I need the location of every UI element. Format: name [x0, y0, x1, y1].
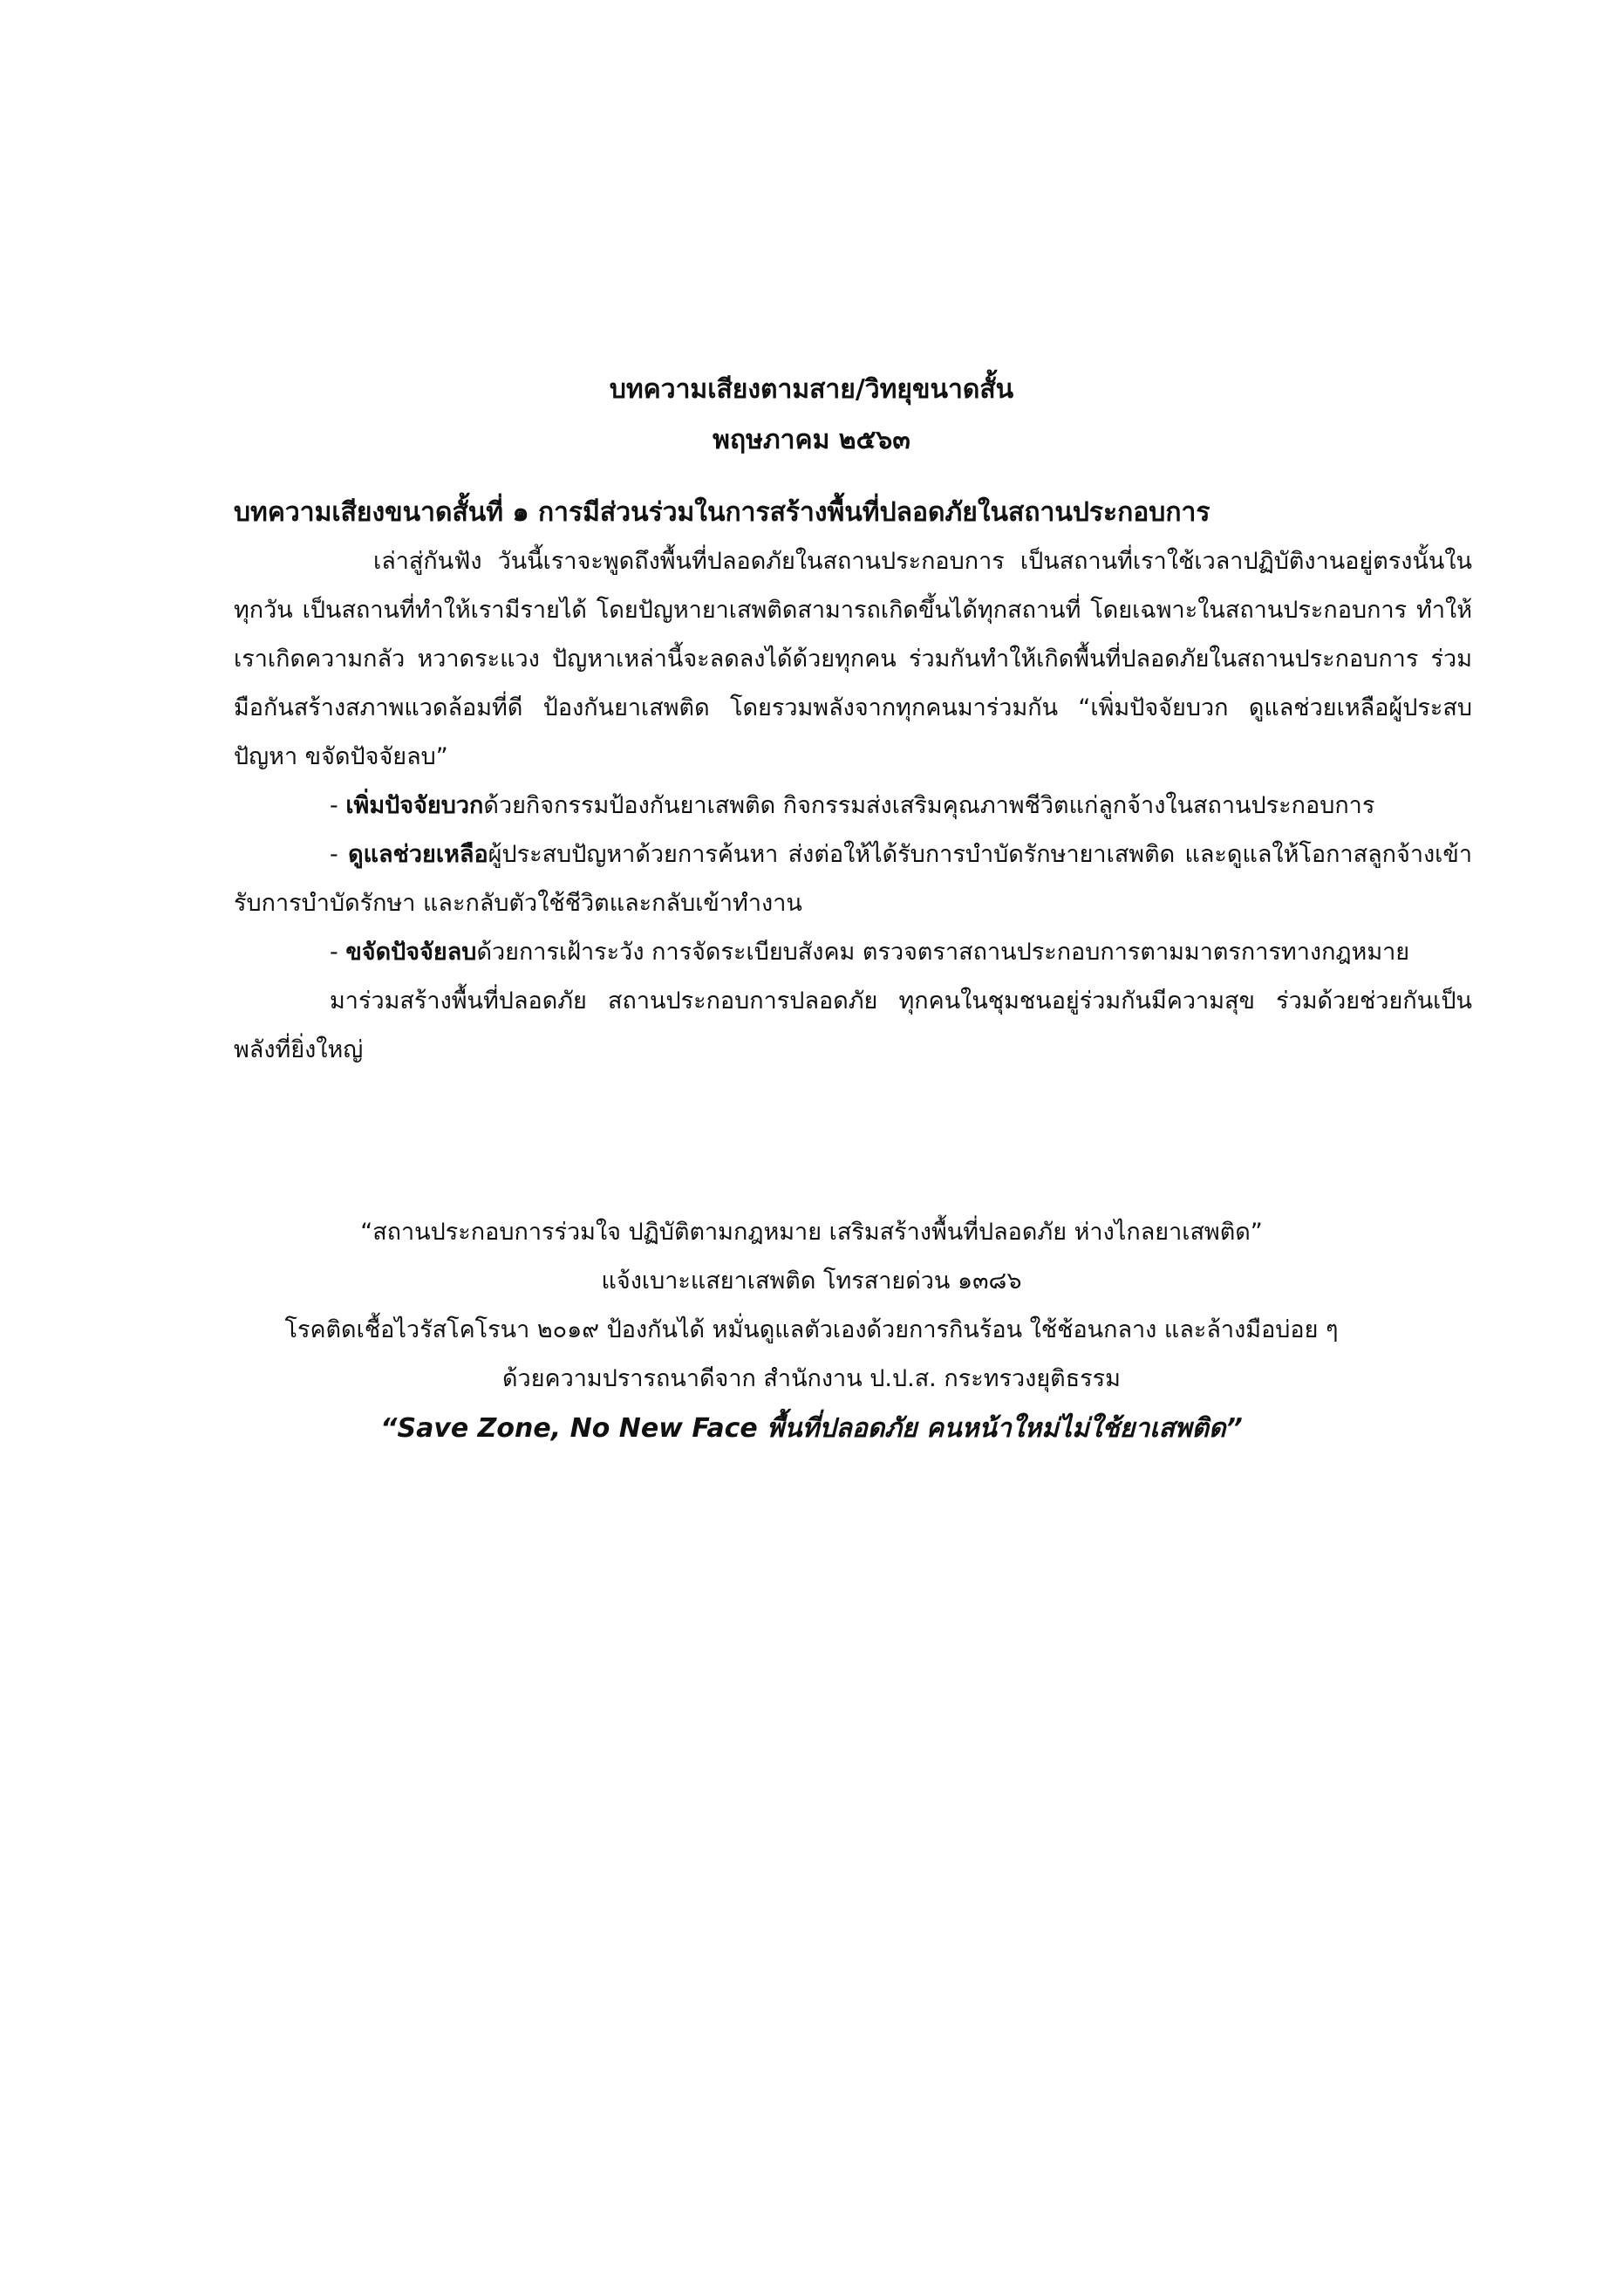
- hotline-text: แจ้งเบาะแสยาเสพติด โทรสายด่วน ๑๓๘๖: [601, 1268, 1022, 1295]
- document-footer: [0, 1208, 1623, 1454]
- bullet-dash: -: [330, 792, 346, 819]
- document-header: [0, 365, 1623, 466]
- article-heading: บทความเสียงขนาดสั้นที่ ๑ การมีส่วนร่วมในการสร้างพื้นที่ปลอดภัยในสถานประกอบการ: [234, 497, 1210, 528]
- article-section: [234, 489, 1472, 1075]
- bullet-dash: -: [330, 841, 349, 868]
- article-intro: เล่าสู่กันฟัง วันนี้เราจะพูดถึงพื้นที่ปลอดภัยในสถานประกอบการ เป็นสถานที่เราใช้เวลาปฏิบัติงานอยู่ตรงนั้นในทุกวัน เป็นสถานที่ทำให้เรามีรายได้ โดยปัญหายาเสพติดสามารถเกิดขึ้นได้ทุกสถานที่ โดยเฉพาะในสถานประกอบการ ทำให้เราเกิดความกลัว หวาดระแวง ปัญหาเหล่านี้จะลดลงได้ด้วยทุกคน ร่วมกันทำให้เกิดพื้นที่ปลอดภัยในสถานประกอบการ ร่วมมือกันสร้างสภาพแวดล้อมที่ดี ป้องกันยาเสพติด โดยรวมพลังจากทุกคนมาร่วมกัน “เพิ่มปัจจัยบวก ดูแลช่วยเหลือผู้ประสบปัญหา ขจัดปัจจัยลบ”: [234, 548, 1472, 770]
- bullet-keyword: เพิ่มปัจจัยบวก: [345, 792, 484, 819]
- document-date: พฤษภาคม ๒๕๖๓: [713, 425, 910, 455]
- bullet-keyword: ขจัดปัจจัยลบ: [345, 939, 477, 966]
- document-title: บทความเสียงตามสาย/วิทยุขนาดสั้น: [609, 374, 1014, 405]
- bullet-care-assistance: [234, 830, 1472, 928]
- slogan: “Save Zone, No New Face พื้นที่ปลอดภัย คนหน้าใหม่ไม่ใช้ยาเสพติด”: [380, 1413, 1243, 1444]
- bullet-text: ด้วยกิจกรรมป้องกันยาเสพติด กิจกรรมส่งเสริมคุณภาพชีวิตแก่ลูกจ้างในสถานประกอบการ: [483, 792, 1375, 819]
- credit-line: ด้วยความปรารถนาดีจาก สำนักงาน ป.ป.ส. กระทรวงยุติธรรม: [502, 1365, 1121, 1392]
- campaign-quote: “สถานประกอบการร่วมใจ ปฏิบัติตามกฎหมาย เสริมสร้างพื้นที่ปลอดภัย ห่างไกลยาเสพติด”: [360, 1219, 1263, 1246]
- bullet-text: ด้วยการเฝ้าระวัง การจัดระเบียบสังคม ตรวจตราสถานประกอบการตามมาตรการทางกฎหมาย: [476, 939, 1410, 966]
- bullet-keyword: ดูแลช่วยเหลือ: [348, 841, 488, 868]
- covid-notice: โรคติดเชื้อไวรัสโคโรนา ๒๐๑๙ ป้องกันได้ หมั่นดูแลตัวเองด้วยการกินร้อน ใช้ช้อนกลาง และล้างมือบ่อย ๆ: [284, 1316, 1339, 1343]
- bullet-eliminate-negatives: [234, 928, 1472, 977]
- bullet-positive-factors: [234, 782, 1472, 830]
- article-closing: มาร่วมสร้างพื้นที่ปลอดภัย สถานประกอบการปลอดภัย ทุกคนในชุมชนอยู่ร่วมกันมีความสุข ร่วมด้วยช่วยกันเป็นพลังที่ยิ่งใหญ่: [234, 987, 1472, 1063]
- bullet-text: ผู้ประสบปัญหาด้วยการค้นหา ส่งต่อให้ได้รับการบำบัดรักษายาเสพติด และดูแลให้โอกาสลูกจ้างเข้ารับการบำบัดรักษา และกลับตัวใช้ชีวิตและกลับเข้าทำงาน: [234, 841, 1473, 917]
- bullet-dash: -: [330, 939, 346, 966]
